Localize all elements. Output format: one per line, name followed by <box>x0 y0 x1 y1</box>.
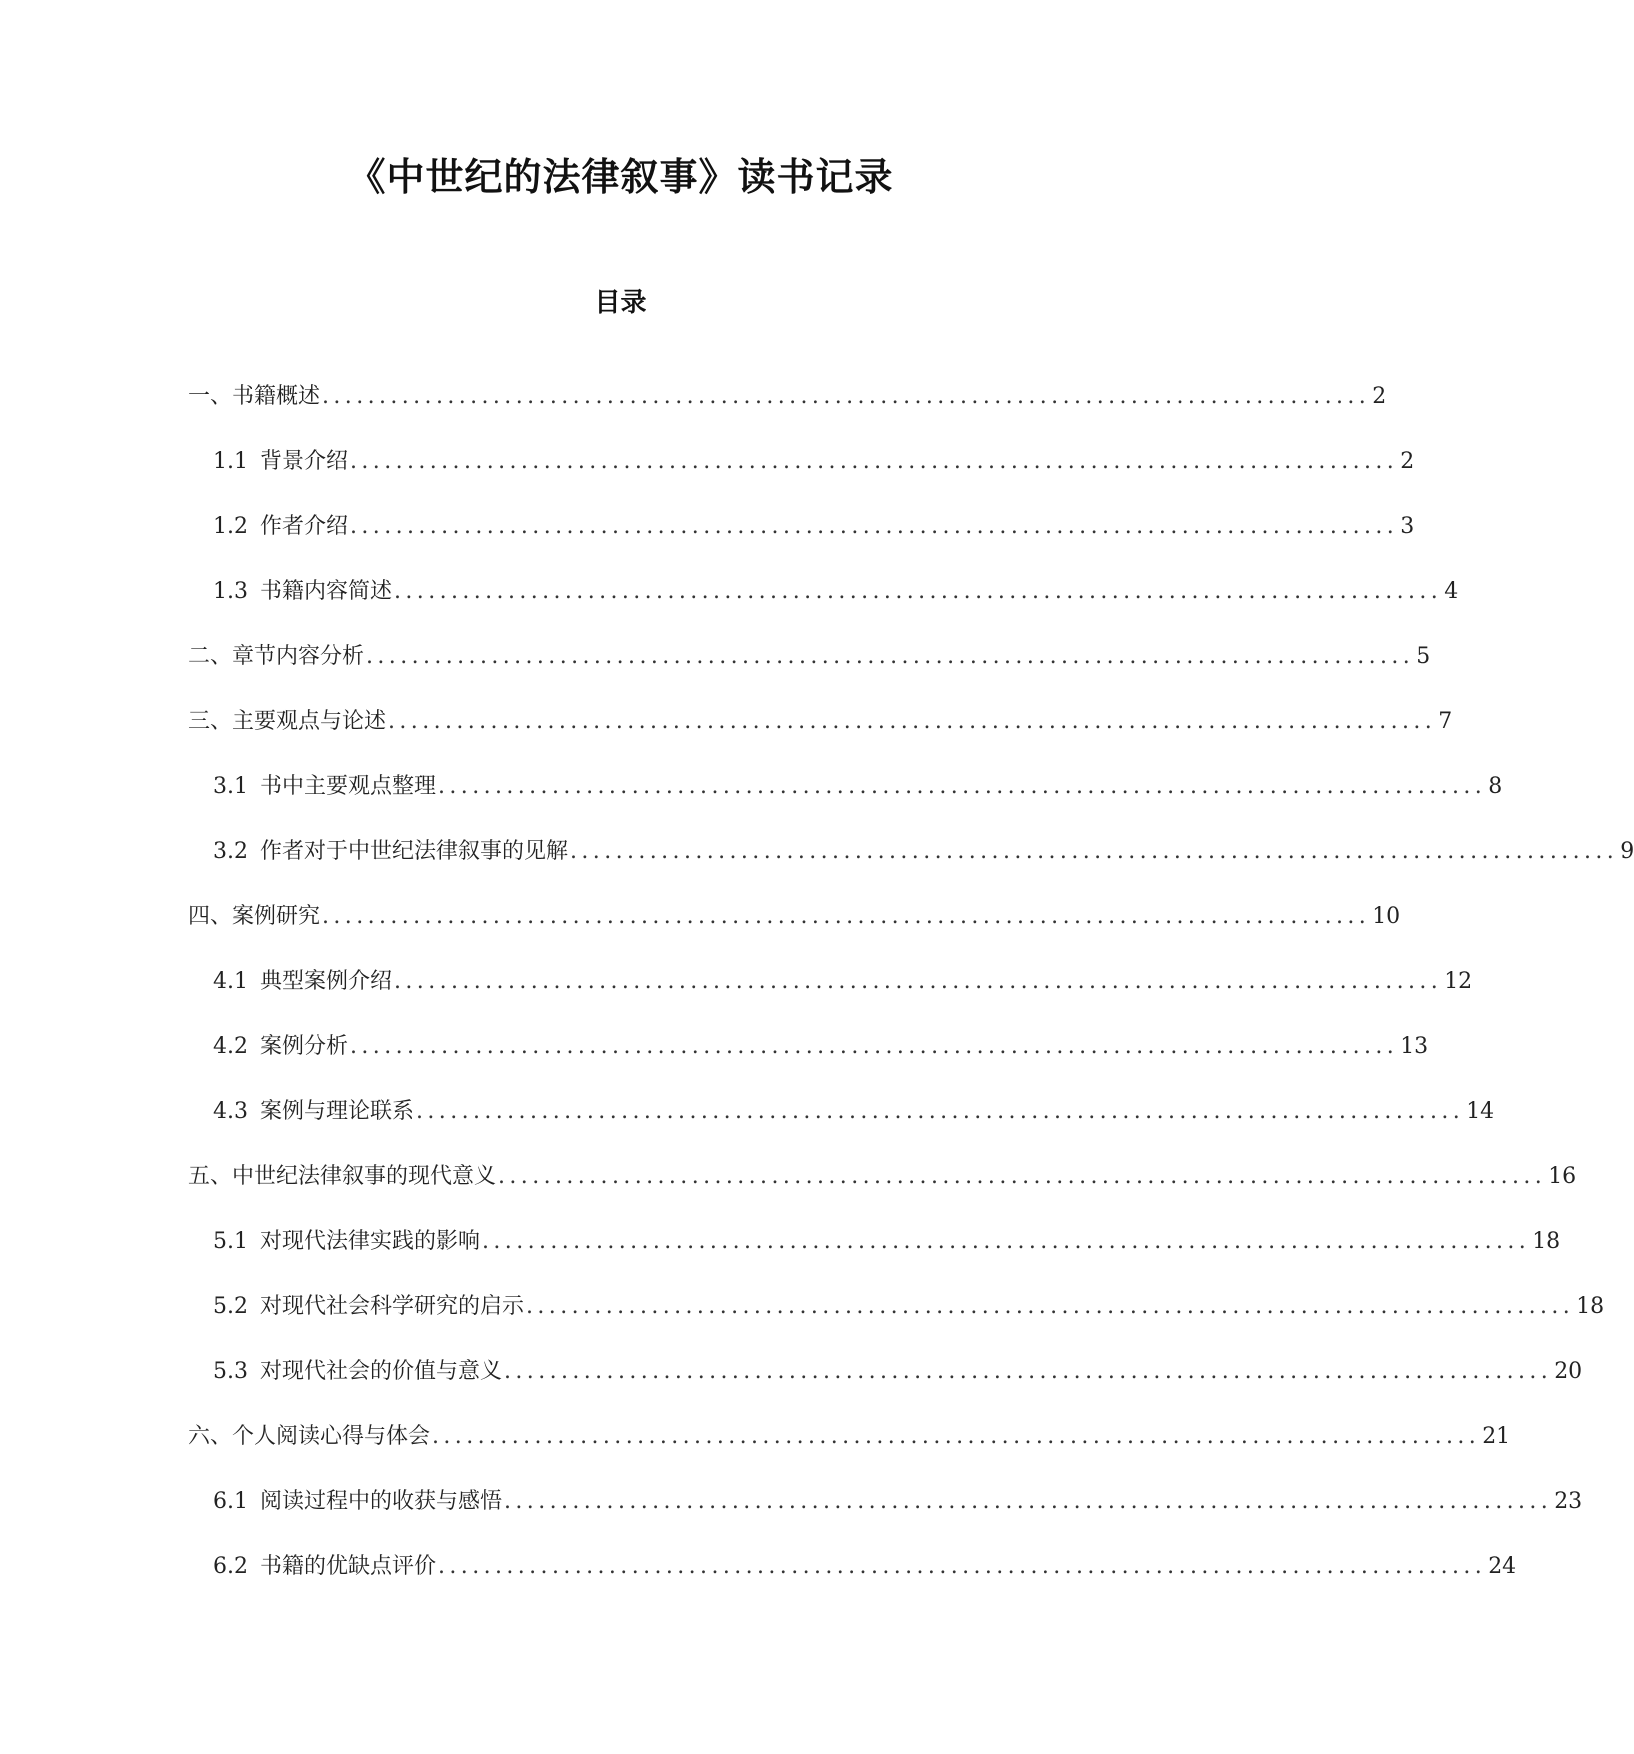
toc-entry-label: 作者对于中世纪法律叙事的见解 <box>260 839 569 864</box>
toc-dot-leader: ............................................................................................ <box>416 1099 1465 1124</box>
toc-page-number: 9 <box>1620 839 1634 864</box>
toc-page-number: 16 <box>1548 1164 1577 1189</box>
toc-dot-leader: ............................................................................................ <box>350 1034 1399 1059</box>
toc-dot-leader: ............................................................................................ <box>570 839 1619 864</box>
toc-dot-leader: ............................................................................................ <box>322 384 1371 409</box>
toc-entry-label: 案例与理论联系 <box>260 1099 415 1124</box>
toc-entry-label: 背景介绍 <box>260 449 349 474</box>
toc-entry-number: 5.3 <box>213 1359 248 1384</box>
toc-entry[interactable] <box>213 837 1634 867</box>
toc-entry[interactable] <box>213 967 1473 997</box>
toc-entry[interactable] <box>213 772 1503 802</box>
toc-heading: 目录 <box>594 288 647 318</box>
toc-entry[interactable] <box>213 1292 1605 1322</box>
toc-entry[interactable] <box>213 1552 1517 1582</box>
toc-dot-leader: ............................................................................................ <box>366 644 1415 669</box>
toc-entry-number: 3.2 <box>213 839 248 864</box>
toc-dot-leader: ............................................................................................ <box>504 1489 1553 1514</box>
toc-dot-leader: ............................................................................................ <box>394 969 1443 994</box>
toc-page-number: 14 <box>1466 1099 1495 1124</box>
toc-entry-label: 书籍的优缺点评价 <box>260 1554 437 1579</box>
toc-entry[interactable] <box>188 1422 1511 1452</box>
toc-dot-leader: ............................................................................................ <box>322 904 1371 929</box>
toc-dot-leader: ............................................................................................ <box>438 774 1487 799</box>
toc-entry-label: 四、案例研究 <box>188 904 321 929</box>
toc-page-number: 20 <box>1554 1359 1583 1384</box>
toc-entry-label: 书中主要观点整理 <box>260 774 437 799</box>
toc-page-number: 4 <box>1444 579 1459 604</box>
toc-entry-number: 6.1 <box>213 1489 248 1514</box>
toc-entry-number: 6.2 <box>213 1554 248 1579</box>
toc-page-number: 8 <box>1488 774 1503 799</box>
toc-entry-number: 4.1 <box>213 969 248 994</box>
toc-page-number: 13 <box>1400 1034 1429 1059</box>
toc-entry-label: 对现代法律实践的影响 <box>260 1229 481 1254</box>
toc-page-number: 5 <box>1416 644 1431 669</box>
document-title: 《中世纪的法律叙事》读书记录 <box>347 155 894 199</box>
toc-entry[interactable] <box>213 1487 1583 1517</box>
toc-entry[interactable] <box>213 512 1415 542</box>
toc-entry-label: 作者介绍 <box>260 514 349 539</box>
toc-entry[interactable] <box>188 642 1431 672</box>
toc-entry[interactable] <box>188 382 1387 412</box>
toc-page-number: 2 <box>1400 449 1415 474</box>
toc-dot-leader: ............................................................................................ <box>526 1294 1575 1319</box>
toc-page-number: 21 <box>1482 1424 1511 1449</box>
toc-entry-label: 书籍内容简述 <box>260 579 393 604</box>
toc-entry-number: 4.3 <box>213 1099 248 1124</box>
toc-page-number: 18 <box>1576 1294 1605 1319</box>
toc-entry[interactable] <box>213 1227 1561 1257</box>
toc-entry[interactable] <box>188 902 1401 932</box>
toc-entry-number: 3.1 <box>213 774 248 799</box>
toc-entry-number: 4.2 <box>213 1034 248 1059</box>
toc-entry-label: 六、个人阅读心得与体会 <box>188 1424 431 1449</box>
toc-dot-leader: ............................................................................................ <box>350 514 1399 539</box>
toc-entry-number: 1.1 <box>213 449 248 474</box>
toc-page-number: 10 <box>1372 904 1401 929</box>
toc-page-number: 12 <box>1444 969 1473 994</box>
toc-page-number: 7 <box>1438 709 1453 734</box>
toc-entry-number: 5.1 <box>213 1229 248 1254</box>
toc-page-number: 3 <box>1400 514 1415 539</box>
toc-entry-label: 二、章节内容分析 <box>188 644 365 669</box>
toc-entry[interactable] <box>213 577 1459 607</box>
toc-entry[interactable] <box>213 1032 1429 1062</box>
toc-entry-label: 案例分析 <box>260 1034 349 1059</box>
toc-entry[interactable] <box>213 447 1415 477</box>
toc-page-number: 23 <box>1554 1489 1583 1514</box>
toc-entry[interactable] <box>213 1357 1583 1387</box>
toc-entry-number: 1.2 <box>213 514 248 539</box>
toc-dot-leader: ............................................................................................ <box>504 1359 1553 1384</box>
toc-entry-number: 5.2 <box>213 1294 248 1319</box>
toc-dot-leader: ............................................................................................ <box>394 579 1443 604</box>
toc-page-number: 2 <box>1372 384 1387 409</box>
toc-dot-leader: ............................................................................................ <box>388 709 1437 734</box>
toc-entry[interactable] <box>188 707 1453 737</box>
toc-entry-label: 五、中世纪法律叙事的现代意义 <box>188 1164 497 1189</box>
toc-entry-label: 一、书籍概述 <box>188 384 321 409</box>
toc-entry-number: 1.3 <box>213 579 248 604</box>
toc-dot-leader: ............................................................................................ <box>432 1424 1481 1449</box>
toc-entry-label: 对现代社会科学研究的启示 <box>260 1294 525 1319</box>
toc-entry-label: 阅读过程中的收获与感悟 <box>260 1489 503 1514</box>
toc-dot-leader: ............................................................................................ <box>350 449 1399 474</box>
toc-entry-label: 三、主要观点与论述 <box>188 709 387 734</box>
toc-dot-leader: ............................................................................................ <box>438 1554 1487 1579</box>
toc-page-number: 24 <box>1488 1554 1517 1579</box>
toc-entry-label: 典型案例介绍 <box>260 969 393 994</box>
toc-dot-leader: ............................................................................................ <box>498 1164 1547 1189</box>
toc-page-number: 18 <box>1532 1229 1561 1254</box>
toc-entry-label: 对现代社会的价值与意义 <box>260 1359 503 1384</box>
toc-entry[interactable] <box>188 1162 1577 1192</box>
toc-entry[interactable] <box>213 1097 1495 1127</box>
toc-dot-leader: ............................................................................................ <box>482 1229 1531 1254</box>
